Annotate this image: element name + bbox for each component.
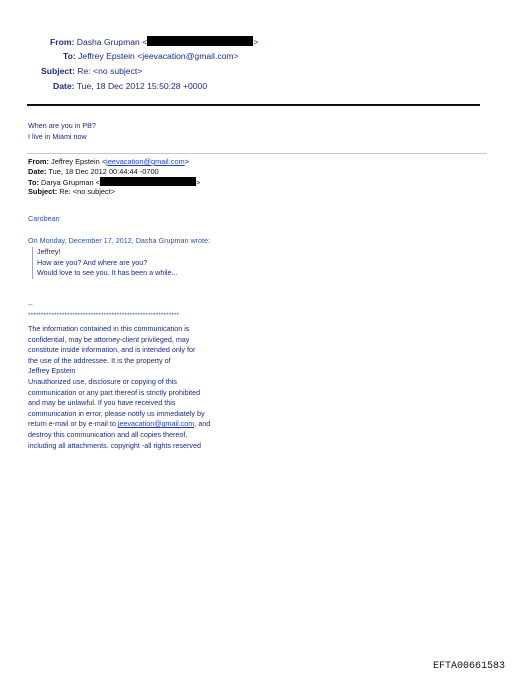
bates-number: EFTA00661583 [432, 661, 505, 672]
from-value: Dasha Grupman < [76, 37, 148, 47]
disclaimer-line: Unauthorized use, disclosure or copying of this [28, 376, 178, 386]
disclaimer-line: destroy this communication and all copies thereof, [28, 429, 188, 439]
disclaimer-line: and may be unlawful. If you have received this [28, 398, 176, 408]
forwarded-header [28, 157, 200, 197]
fwd-from-tail: > [184, 157, 190, 166]
disclaimer-line: constitute inside information, and is intended only for [28, 345, 196, 355]
fwd-from-email-link[interactable]: jeevacation@gmail.com [106, 157, 185, 166]
disclaimer-line [28, 419, 288, 430]
disclaimer-line: including all attachments. copyright -all rights reserved [28, 440, 201, 450]
disclaimer-post-link: , and [194, 419, 211, 429]
header-from-row [50, 36, 258, 47]
fwd-date-label: Date: [28, 166, 47, 176]
quote-intro: On Monday, December 17, 2012, Dasha Grupman wrote: [28, 236, 211, 245]
header-divider [27, 104, 480, 106]
redaction-box [147, 36, 253, 46]
to-label: To: [63, 51, 76, 61]
redaction-box [100, 177, 196, 186]
to-value: Jeffrey Epstein <jeevacation@gmail.com> [78, 51, 239, 61]
subject-label: Subject: [41, 66, 75, 76]
fwd-to-tail: > [195, 177, 201, 187]
disclaimer-line: Jeffrey Epstein [28, 366, 76, 376]
from-label: From: [50, 37, 75, 47]
header-subject-row [41, 66, 142, 76]
subject-value: Re: <no subject> [77, 66, 143, 76]
fwd-date-value: Tue, 18 Dec 2012 00:44:44 -0700 [48, 166, 159, 176]
quote-line: Would love to see you. It has been a while... [37, 268, 178, 277]
quote-line: Jeffrey! [37, 247, 61, 256]
fwd-subject-label: Subject: [28, 187, 58, 197]
quoted-message [32, 247, 178, 279]
fwd-to-value: Darya Grupman < [41, 177, 100, 187]
disclaimer-email-link[interactable]: jeevacation@gmail.com [117, 419, 195, 429]
disclaimer-line: confidential, may be attorney-client privileged, may [28, 334, 190, 344]
quote-line: How are you? And where are you? [37, 257, 148, 267]
reply-body [28, 121, 96, 142]
disclaimer-line: communication in error, please notify us immediately by [28, 408, 205, 418]
date-value: Tue, 18 Dec 2012 15:50:28 +0000 [76, 81, 208, 91]
disclaimer-line: communication or any part thereof is strictly prohibited [28, 387, 201, 397]
header-date-row [53, 81, 207, 91]
message-body: Carobean [28, 214, 60, 223]
fwd-from-label: From: [28, 157, 49, 166]
fwd-subject-row [28, 187, 200, 197]
header-to-row [63, 51, 239, 61]
fwd-to-row [28, 177, 200, 188]
disclaimer-line: The information contained in this communication is [28, 324, 190, 333]
signature-dash: -- [28, 302, 33, 309]
signature-stars: ********************************************************** [28, 312, 180, 319]
disclaimer-line: the use of the addressee. It is the property of [28, 355, 171, 365]
fwd-from-row [28, 157, 200, 167]
forward-divider [27, 153, 487, 154]
fwd-to-label: To: [28, 177, 39, 187]
fwd-subject-value: Re: <no subject> [59, 187, 116, 197]
disclaimer-pre-link: return e-mail or by e-mail to [28, 419, 118, 429]
disclaimer [28, 324, 288, 451]
fwd-from-name: Jeffrey Epstein < [51, 157, 107, 166]
date-label: Date: [53, 81, 75, 91]
reply-line: I live in Miami now [28, 131, 87, 141]
fwd-date-row [28, 167, 200, 177]
from-tail: > [253, 37, 259, 47]
reply-line: When are you in PB? [28, 121, 96, 130]
